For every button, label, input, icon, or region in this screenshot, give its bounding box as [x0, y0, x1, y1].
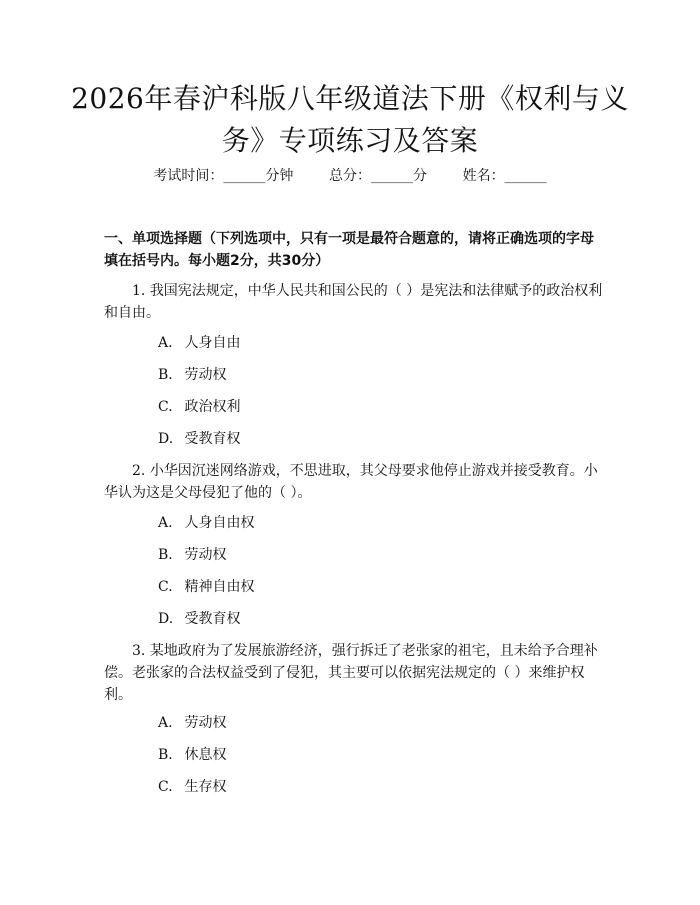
option-letter: B. [158, 747, 173, 763]
option-text: 生存权 [184, 779, 227, 795]
exam-time-field: 考试时间：______分钟 [153, 168, 294, 184]
total-score-field: 总分：______分 [329, 168, 427, 184]
option-c [158, 397, 240, 417]
question-1 [104, 280, 604, 324]
option-a [158, 513, 254, 533]
option-letter: D. [158, 611, 174, 627]
option-text: 精神自由权 [184, 579, 255, 595]
option-text: 劳动权 [184, 715, 227, 731]
question-number: 2. [132, 463, 146, 479]
option-letter: C. [158, 399, 173, 415]
option-letter: B. [158, 547, 173, 563]
document-title: 2026年春沪科版八年级道法下册《权利与义务》专项练习及答案 [71, 82, 629, 157]
option-d [158, 429, 240, 449]
exam-info [0, 166, 700, 186]
option-b [158, 365, 226, 385]
student-name-field: 姓名：______ [462, 168, 547, 184]
question-text: 我国宪法规定，中华人民共和国公民的（ ）是宪法和法律赋予的政治权利和自由。 [104, 283, 603, 321]
question-text: 小华因沉迷网络游戏，不思进取，其父母要求他停止游戏并接受教育。小华认为这是父母侵犯了他的（ ）。 [104, 463, 598, 501]
question-number: 1. [132, 283, 146, 299]
option-text: 劳动权 [184, 547, 227, 563]
option-letter: C. [158, 779, 173, 795]
option-b [158, 545, 226, 565]
option-d [158, 609, 240, 629]
option-letter: A. [158, 335, 173, 351]
option-text: 休息权 [184, 747, 227, 763]
option-b [158, 745, 226, 765]
option-a [158, 333, 240, 353]
option-letter: D. [158, 431, 174, 447]
option-text: 人身自由 [184, 335, 241, 351]
option-c [158, 777, 226, 797]
option-letter: C. [158, 579, 173, 595]
question-3 [104, 640, 604, 706]
option-letter: B. [158, 367, 173, 383]
option-text: 人身自由权 [184, 515, 255, 531]
option-text: 政治权利 [184, 399, 241, 415]
option-letter: A. [158, 515, 173, 531]
section-heading: 一、单项选择题（下列选项中，只有一项是最符合题意的，请将正确选项的字母填在括号内。每小题2分，共30分） [104, 231, 594, 269]
question-2 [104, 460, 604, 504]
option-a [158, 713, 226, 733]
question-number: 3. [132, 643, 146, 659]
option-text: 劳动权 [184, 367, 227, 383]
option-text: 受教育权 [184, 611, 241, 627]
question-text: 某地政府为了发展旅游经济，强行拆迁了老张家的祖宅，且未给予合理补偿。老张家的合法权益受到了侵犯，其主要可以依据宪法规定的（ ）来维护权利。 [104, 643, 598, 703]
option-c [158, 577, 254, 597]
option-text: 受教育权 [184, 431, 241, 447]
option-letter: A. [158, 715, 173, 731]
